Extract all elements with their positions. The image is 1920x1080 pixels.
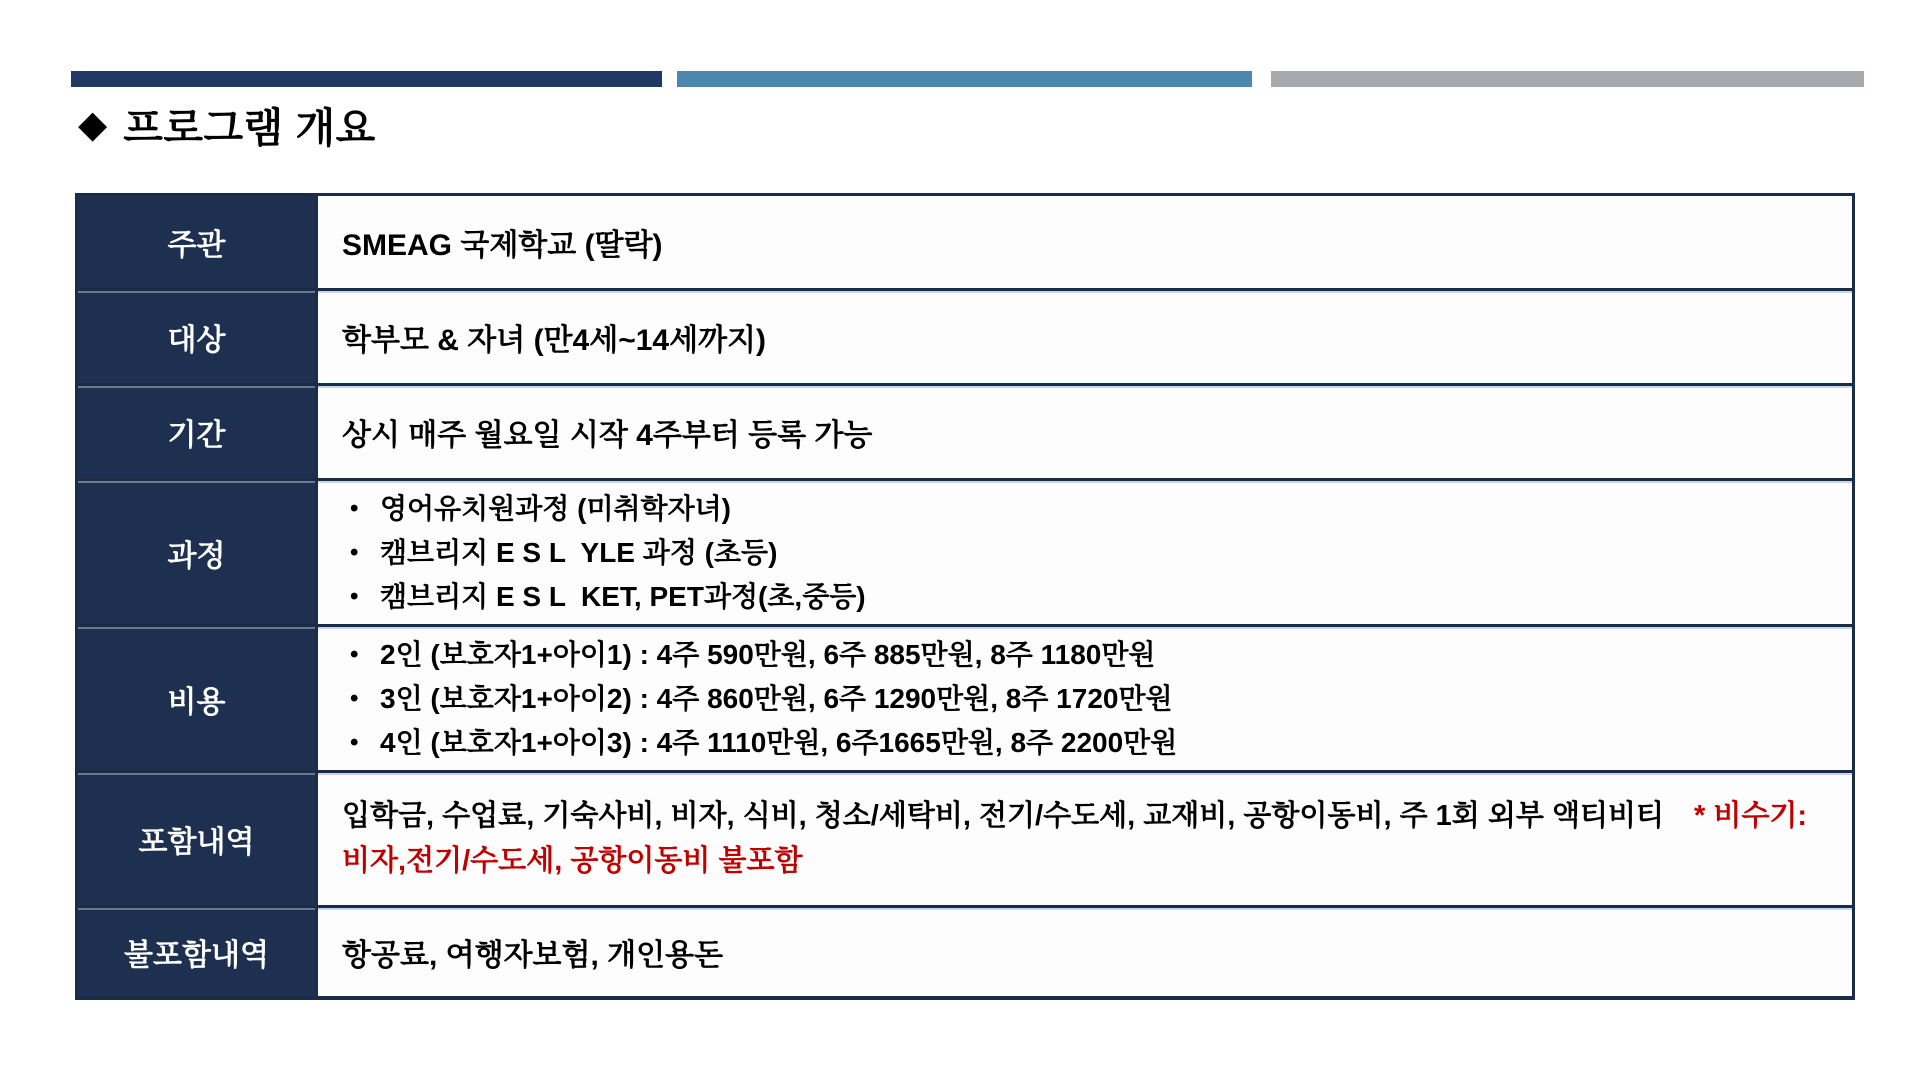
list-item: • 영어유치원과정 (미취학자녀) [342,487,1832,531]
included-items-text [342,794,1832,884]
accent-bar-gray [1271,71,1864,87]
row-value-text: 항공료, 여행자보험, 개인용돈 [342,939,724,972]
list-item: • 캠브리지 E S L KET, PET과정(초,중등) [342,575,1832,619]
table-row-period [78,386,1852,481]
row-value-cell [318,196,1852,288]
list-item: • 4인 (보호자1+아이3) : 4주 1110만원, 6주1665만원, 8주 2200만원 [342,721,1832,765]
row-value-cell [318,291,1852,383]
accent-bar-blue [677,71,1252,87]
row-header-cell: 포함내역 [78,773,318,905]
accent-bar-navy [71,71,662,87]
table-row-target [78,291,1852,386]
course-list [342,487,1832,619]
included-items-red-note: * 비수기: 비자,전기/수도세, 공항이동비 불포함 [342,800,1816,877]
list-item: • 2인 (보호자1+아이1) : 4주 590만원, 6주 885만원, 8주 1180만원 [342,633,1832,677]
row-header-cell: 비용 [78,627,318,770]
program-overview-table [75,193,1855,1000]
row-header-cell: 주관 [78,196,318,288]
table-row-not-included [78,908,1852,996]
cost-list [342,633,1832,765]
table-row-courses [78,481,1852,627]
included-items-black: 입학금, 수업료, 기숙사비, 비자, 식비, 청소/세탁비, 전기/수도세, 교재비, 공항이동비, 주 1회 외부 액티비티 [342,800,1665,832]
table-row-included [78,773,1852,908]
diamond-icon: ◆ [78,103,108,146]
row-header-cell: 기간 [78,386,318,478]
row-value-cell [318,773,1852,905]
row-value-text: 학부모 & 자녀 (만4세~14세까지) [342,324,767,357]
page-title [78,95,376,154]
table-row-organizer [78,196,1852,291]
row-value-text: 상시 매주 월요일 시작 4주부터 등록 가능 [342,419,873,452]
row-value-cell [318,481,1852,624]
row-header-cell: 불포함내역 [78,908,318,996]
row-header-cell: 대상 [78,291,318,383]
page-title-text: 프로그램 개요 [123,105,376,151]
row-value-cell [318,908,1852,996]
table-row-cost [78,627,1852,773]
row-header-cell: 과정 [78,481,318,624]
list-item: • 3인 (보호자1+아이2) : 4주 860만원, 6주 1290만원, 8주 1720만원 [342,677,1832,721]
row-value-text: SMEAG 국제학교 (딸락) [342,229,663,262]
row-value-cell [318,627,1852,770]
row-value-cell [318,386,1852,478]
list-item: • 캠브리지 E S L YLE 과정 (초등) [342,531,1832,575]
